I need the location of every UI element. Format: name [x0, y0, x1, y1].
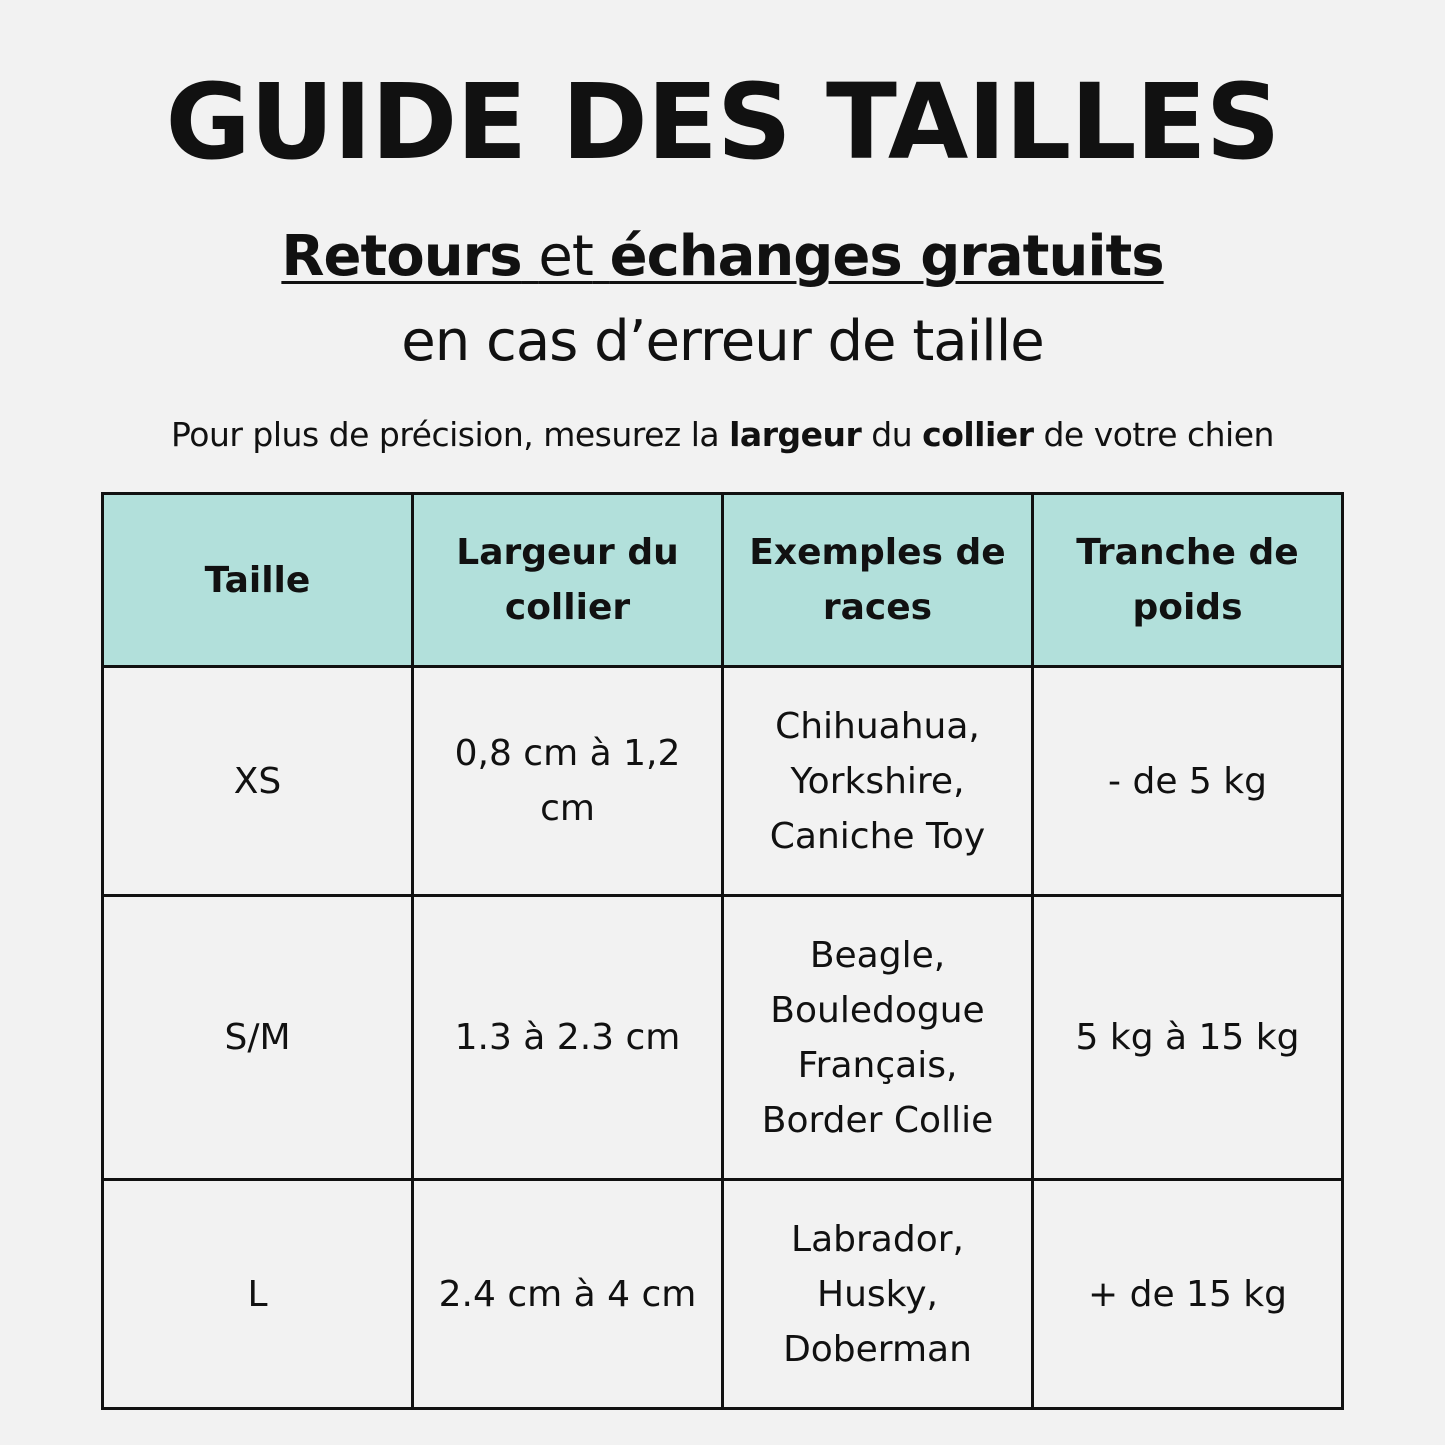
cell-collar-width: 1.3 à 2.3 cm — [413, 896, 723, 1180]
table-header-row — [103, 494, 1343, 667]
cell-breeds: Chihuahua, Yorkshire, Caniche Toy — [723, 667, 1033, 896]
page-title: GUIDE DES TAILLES — [165, 61, 1280, 183]
note-bold-collar: collier — [922, 415, 1034, 454]
header-size: Taille — [103, 494, 413, 667]
cell-breeds: Labrador, Husky, Doberman — [723, 1180, 1033, 1409]
note-bold-width: largeur — [729, 415, 862, 454]
table-row — [103, 1180, 1343, 1409]
cell-weight: - de 5 kg — [1033, 667, 1343, 896]
cell-size: XS — [103, 667, 413, 896]
note-prefix: Pour plus de précision, mesurez la — [171, 415, 720, 454]
header-collar-width: Largeur du collier — [413, 494, 723, 667]
cell-weight: 5 kg à 15 kg — [1033, 896, 1343, 1180]
note-middle: du — [871, 415, 913, 454]
header-weight-range: Tranche de poids — [1033, 494, 1343, 667]
cell-size: S/M — [103, 896, 413, 1180]
cell-size: L — [103, 1180, 413, 1409]
cell-weight: + de 15 kg — [1033, 1180, 1343, 1409]
measure-note — [0, 412, 1445, 458]
cell-collar-width: 0,8 cm à 1,2 cm — [413, 667, 723, 896]
size-error-line: en cas d’erreur de taille — [401, 309, 1044, 374]
size-table — [101, 492, 1344, 1410]
cell-collar-width: 2.4 cm à 4 cm — [413, 1180, 723, 1409]
cell-breeds: Beagle, Bouledogue Français, Border Collie — [723, 896, 1033, 1180]
and-word: et — [538, 224, 593, 289]
exchanges-word: échanges gratuits — [609, 224, 1164, 289]
table-row — [103, 896, 1343, 1180]
header-breed-examples: Exemples de races — [723, 494, 1033, 667]
returns-exchanges-underlined — [281, 224, 1163, 289]
returns-word: Retours — [281, 224, 522, 289]
note-suffix: de votre chien — [1043, 415, 1274, 454]
free-returns-line — [0, 222, 1445, 292]
table-row — [103, 667, 1343, 896]
